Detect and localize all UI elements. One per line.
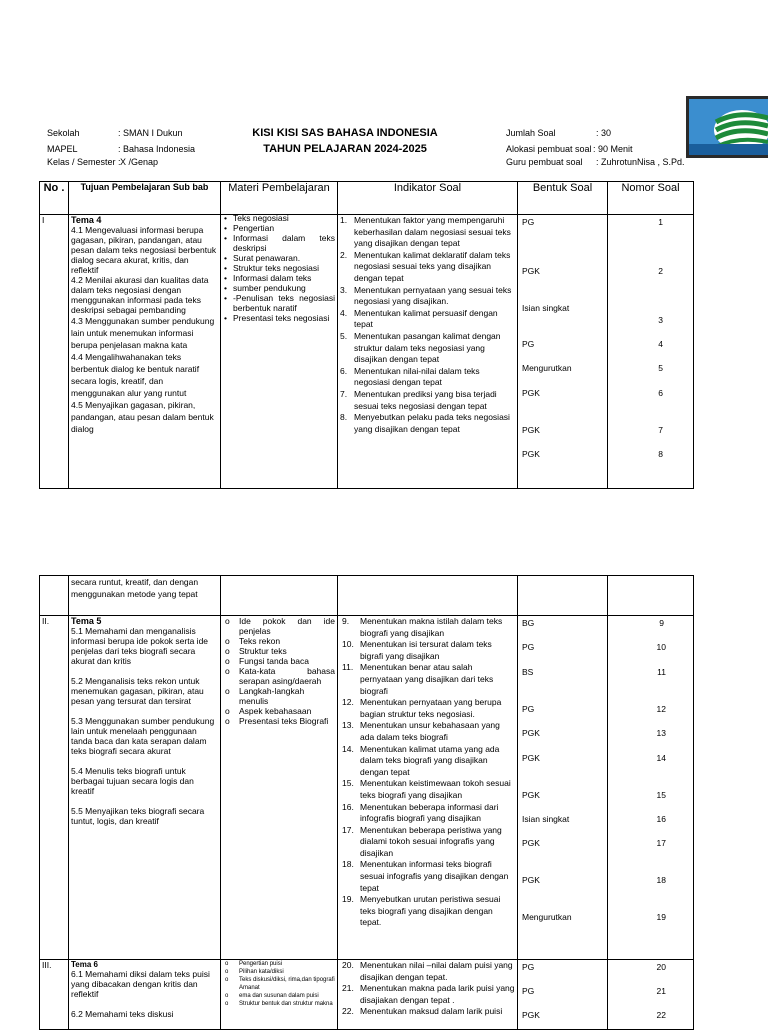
bentuk-value: PG <box>522 962 535 972</box>
bentuk-value: PGK <box>522 728 540 738</box>
section1-tujuan-cell <box>69 215 221 489</box>
tujuan-item: 4.5 Menyajikan gagasan, pikiran, pandangan, atau pesan dalam bentuk dialog <box>71 400 214 434</box>
section3-indikator-cell <box>338 960 518 1030</box>
materi-item: • Surat penawaran. <box>223 253 335 263</box>
nomor-value: 5 <box>658 363 663 373</box>
col-header-tujuan: Tujuan Pembelajaran Sub bab <box>69 182 221 215</box>
meta-guru-label: Guru pembuat soal <box>506 157 583 167</box>
section2-materi-cell <box>221 616 338 960</box>
bentuk-value: PGK <box>522 425 540 435</box>
bentuk-value: PGK <box>522 1010 540 1020</box>
materi-item: • Presentasi teks negosiasi <box>223 313 335 323</box>
tujuan-item: 5.5 Menyajikan teks biografi secara tuntut, logis, dan kreatif <box>71 806 205 826</box>
indikator-item: 12. Menentukan pernyataan yang berupa bagian struktur teks negosiasi. <box>342 697 502 719</box>
section3-no: III. <box>40 960 69 1030</box>
indikator-item: 18. Menentukan informasi teks biografi sesuai infografis yang disajikan dengan tepat <box>342 859 509 893</box>
bentuk-value: PGK <box>522 449 540 459</box>
meta-jumlah-value: : 30 <box>596 128 612 138</box>
materi-item: o Fungsi tanda baca <box>223 656 335 666</box>
materi-item: • Informasi dalam teks deskripsi <box>223 233 335 253</box>
nomor-value: 15 <box>656 790 666 800</box>
school-logo <box>686 96 768 158</box>
bentuk-value: PG <box>522 642 535 652</box>
materi-item: o Langkah-langkah menulis <box>223 686 335 706</box>
cont-materi <box>221 576 338 616</box>
section3-nomor-cell <box>608 960 694 1030</box>
col-header-materi: Materi Pembelajaran <box>221 182 338 215</box>
nomor-value: 20 <box>656 962 666 972</box>
nomor-value: 12 <box>656 704 666 714</box>
nomor-value: 14 <box>656 753 666 763</box>
section2-tema: Tema 5 <box>71 616 102 626</box>
materi-item: • Informasi dalam teks <box>223 273 335 283</box>
indikator-item: 14. Menentukan kalimat utama yang ada dalam teks biografi yang disajikan dengan tepat <box>342 743 500 777</box>
indikator-item: 10. Menentukan isi tersurat dalam teks bigrafi yang disajikan <box>342 639 492 661</box>
tujuan-item: 5.2 Menganalisis teks rekon untuk menemukan gagasan, pikiran, atau pesan yang tersurat dan tersirat <box>71 676 204 706</box>
bentuk-value: PGK <box>522 388 540 398</box>
nomor-value: 13 <box>656 728 666 738</box>
nomor-value: 18 <box>656 875 666 885</box>
indikator-item: 8. Menyebutkan pelaku pada teks negosiasi yang disajikan dengan tepat <box>340 412 510 434</box>
nomor-value: 19 <box>656 912 666 922</box>
meta-alokasi-value: : 90 Menit <box>593 144 633 154</box>
materi-item: o Teks rekon <box>223 636 335 646</box>
meta-alokasi-label: Alokasi pembuat soal <box>506 144 592 154</box>
section3-tujuan-cell <box>69 960 221 1030</box>
bentuk-value: Isian singkat <box>522 814 570 824</box>
materi-item: • Struktur teks negosiasi <box>223 263 335 273</box>
section2-tujuan-cell <box>69 616 221 960</box>
indikator-item: 9. Menentukan makna istilah dalam teks biografi yang disajikan <box>342 616 503 638</box>
meta-mapel-value: : Bahasa Indonesia <box>118 144 196 154</box>
doc-title: KISI KISI SAS BAHASA INDONESIA <box>252 127 438 139</box>
indikator-item: 5. Menentukan pasangan kalimat dengan struktur dalam teks negosiasi yang disajikan dengan tepat <box>340 330 501 365</box>
indikator-item: 13. Menentukan unsur kebahasaan yang ada dalam teks biografi <box>342 720 500 742</box>
section1-no: I <box>40 215 69 489</box>
indikator-item: 4. Menentukan kalimat persuasif dengan tepat <box>340 307 498 330</box>
section1-tema: Tema 4 <box>71 215 102 225</box>
tujuan-item: 5.1 Memahami dan menganalisis informasi berupa ide pokok serta ide penjelas dari teks biografi secara akurat dan kritis <box>71 626 209 666</box>
cont-no <box>40 576 69 616</box>
bentuk-value: BS <box>522 667 534 677</box>
indikator-item: 22. Menentukan maksud dalam larik puisi <box>342 1006 503 1017</box>
meta-jumlah-label: Jumlah Soal <box>506 128 556 138</box>
nomor-value: 4 <box>658 339 663 349</box>
section1-bentuk-cell <box>518 215 608 489</box>
indikator-item: 6. Menentukan nilai-nilai dalam teks negosiasi dengan tepat <box>340 365 480 388</box>
section3-tema: Tema 6 <box>71 960 98 969</box>
section2-nomor-cell <box>608 616 694 960</box>
materi-item: o Teks diskusi/diksi, rima,dan tipografi Amanat <box>223 976 335 992</box>
materi-item: o Presentasi teks Biografi <box>223 716 335 726</box>
section1-materi-cell <box>221 215 338 489</box>
col-header-indikator: Indikator Soal <box>338 182 518 215</box>
section2-bentuk-cell <box>518 616 608 960</box>
nomor-value: 16 <box>656 814 666 824</box>
nomor-value: 22 <box>656 1010 666 1020</box>
section3-materi-cell <box>221 960 338 1030</box>
nomor-value: 1 <box>658 217 663 227</box>
indikator-item: 16. Menentukan beberapa informasi dari infografis biografi yang disajikan <box>342 801 499 824</box>
cont-nomor <box>608 576 694 616</box>
tujuan-item: 5.3 Menggunakan sumber pendukung lain untuk menelaah penggunaan tanda baca dan kata serapan dalam teks biografi secara akurat <box>71 716 215 756</box>
kisi-table-page2 <box>39 575 694 1030</box>
materi-item: o Aspek kebahasaan <box>223 706 335 716</box>
tujuan-item: 5.4 Menulis teks biografi untuk berbagai tujuan secara logis dan kreatif <box>71 766 194 796</box>
materi-item: o ema dan susunan dalam puisi <box>223 992 335 1000</box>
materi-item: o Struktur bentuk dan struktur makna <box>223 1000 335 1008</box>
indikator-item: 1. Menentukan faktor yang mempengaruhi keberhasilan dalam negosiasi sesuai teks yang disajikan dengan tepat <box>340 215 511 249</box>
indikator-item: 7. Menentukan prediksi yang bisa terjadi sesuai teks negosiasi dengan tepat <box>340 388 497 411</box>
materi-item: • -Penulisan teks negosiasi berbentuk naratif <box>223 293 335 313</box>
nomor-value: 7 <box>658 425 663 435</box>
bentuk-value: PG <box>522 217 535 227</box>
bentuk-value: PGK <box>522 753 540 763</box>
meta-kelas-label: Kelas / Semester : <box>47 157 121 167</box>
col-header-bentuk: Bentuk Soal <box>518 182 608 215</box>
section2-indikator-cell <box>338 616 518 960</box>
materi-item: o Ide pokok dan ide penjelas <box>223 616 335 636</box>
materi-item: • sumber pendukung <box>223 283 335 293</box>
materi-item: o Pilihan kata/diksi <box>223 968 335 976</box>
materi-item: o Kata-kata bahasa serapan asing/daerah <box>223 666 335 686</box>
materi-item: • Pengertian <box>223 223 335 233</box>
tujuan-item: 4.1 Mengevaluasi informasi berupa gagasan, pikiran, pandangan, atau pesan dalam teks negosiasi berbentuk dialog secara akurat, kritis, dan reflektif <box>71 225 217 275</box>
cont-bentuk <box>518 576 608 616</box>
col-header-nomor: Nomor Soal <box>608 182 694 215</box>
nomor-value: 21 <box>656 986 666 996</box>
indikator-item: 11. Menentukan benar atau salah pernyataan yang disajikan dari teks biografi <box>342 662 494 696</box>
nomor-value: 9 <box>659 618 664 628</box>
section1-indikator-cell <box>338 215 518 489</box>
bentuk-value: BG <box>522 618 535 628</box>
bentuk-value: Mengurutkan <box>522 912 572 922</box>
bentuk-value: PGK <box>522 790 540 800</box>
tujuan-item: 6.2 Memahami teks diskusi <box>71 1009 174 1019</box>
bentuk-value: PGK <box>522 266 540 276</box>
col-header-no: No . <box>40 182 69 215</box>
meta-guru-value: : ZuhrotunNisa , S.Pd. <box>596 157 685 167</box>
section2-no: II. <box>40 616 69 960</box>
bentuk-value: PG <box>522 339 535 349</box>
tujuan-item: 4.2 Menilai akurasi dan kualitas data dalam teks negosiasi dengan menggunakan informasi pada teks deskripsi sebagai pembanding <box>71 275 209 315</box>
nomor-value: 17 <box>656 838 666 848</box>
bentuk-value: PGK <box>522 875 540 885</box>
section3-bentuk-cell <box>518 960 608 1030</box>
cont-indikator <box>338 576 518 616</box>
tujuan-item: 6.1 Memahami diksi dalam teks puisi yang dibacakan dengan kritis dan reflektif <box>71 969 210 999</box>
nomor-value: 10 <box>656 642 666 652</box>
materi-item: o Pengertian puisi <box>223 960 335 968</box>
bentuk-value: PGK <box>522 838 540 848</box>
indikator-item: 15. Menentukan keistimewaan tokoh sesuai teks biografi yang disajikan <box>342 778 511 800</box>
bentuk-value: PG <box>522 704 535 714</box>
nomor-value: 6 <box>658 388 663 398</box>
bentuk-value: PG <box>522 986 535 996</box>
meta-kelas-value: X /Genap <box>120 157 159 167</box>
meta-mapel-label: MAPEL <box>47 144 78 154</box>
nomor-value: 8 <box>658 449 663 459</box>
nomor-value: 2 <box>658 266 663 276</box>
indikator-item: 21. Menentukan makna pada larik puisi yang disajiakan dengan tepat . <box>342 983 515 1005</box>
indikator-item: 20. Menentukan nilai –nilai dalam puisi yang disajikan dengan tepat. <box>342 960 513 982</box>
materi-item: o Struktur teks <box>223 646 335 656</box>
materi-item: • Teks negosiasi <box>223 213 335 223</box>
meta-sekolah-label: Sekolah <box>47 128 80 138</box>
nomor-value: 3 <box>658 315 663 325</box>
tujuan-item: 4.4 Mengalihwahanakan teks berbentuk dialog ke bentuk naratif secara logis, kreatif, dan menggunakan alur yang runtut <box>71 352 200 398</box>
indikator-item: 17. Menentukan beberapa peristiwa yang dialami tokoh sesuai infografis yang disajikan <box>342 824 502 858</box>
indikator-item: 3. Menentukan pernyataan yang sesuai teks negosiasi yang disajikan. <box>340 284 512 307</box>
section1-nomor-cell <box>608 215 694 489</box>
meta-sekolah-value: : SMAN I Dukun <box>118 128 183 138</box>
continuation-text: secara runtut, kreatif, dan dengan menggunakan metode yang tepat <box>69 576 221 616</box>
indikator-item: 2. Menentukan kalimat deklaratif dalam teks negosiasi sesuai teks yang disajikan dengan tepat <box>340 249 511 283</box>
indikator-item: 19. Menyebutkan urutan peristiwa sesuai teks biografi yang disajikan dengan tepat. <box>342 894 501 928</box>
bentuk-value: Mengurutkan <box>522 363 572 373</box>
kisi-table-page1 <box>39 181 694 489</box>
doc-subtitle: TAHUN PELAJARAN 2024-2025 <box>263 143 427 155</box>
bentuk-value: Isian singkat <box>522 303 570 313</box>
tujuan-item: 4.3 Menggunakan sumber pendukung lain untuk menemukan informasi berupa penjelasan makna kata <box>71 316 215 350</box>
nomor-value: 11 <box>657 667 666 677</box>
